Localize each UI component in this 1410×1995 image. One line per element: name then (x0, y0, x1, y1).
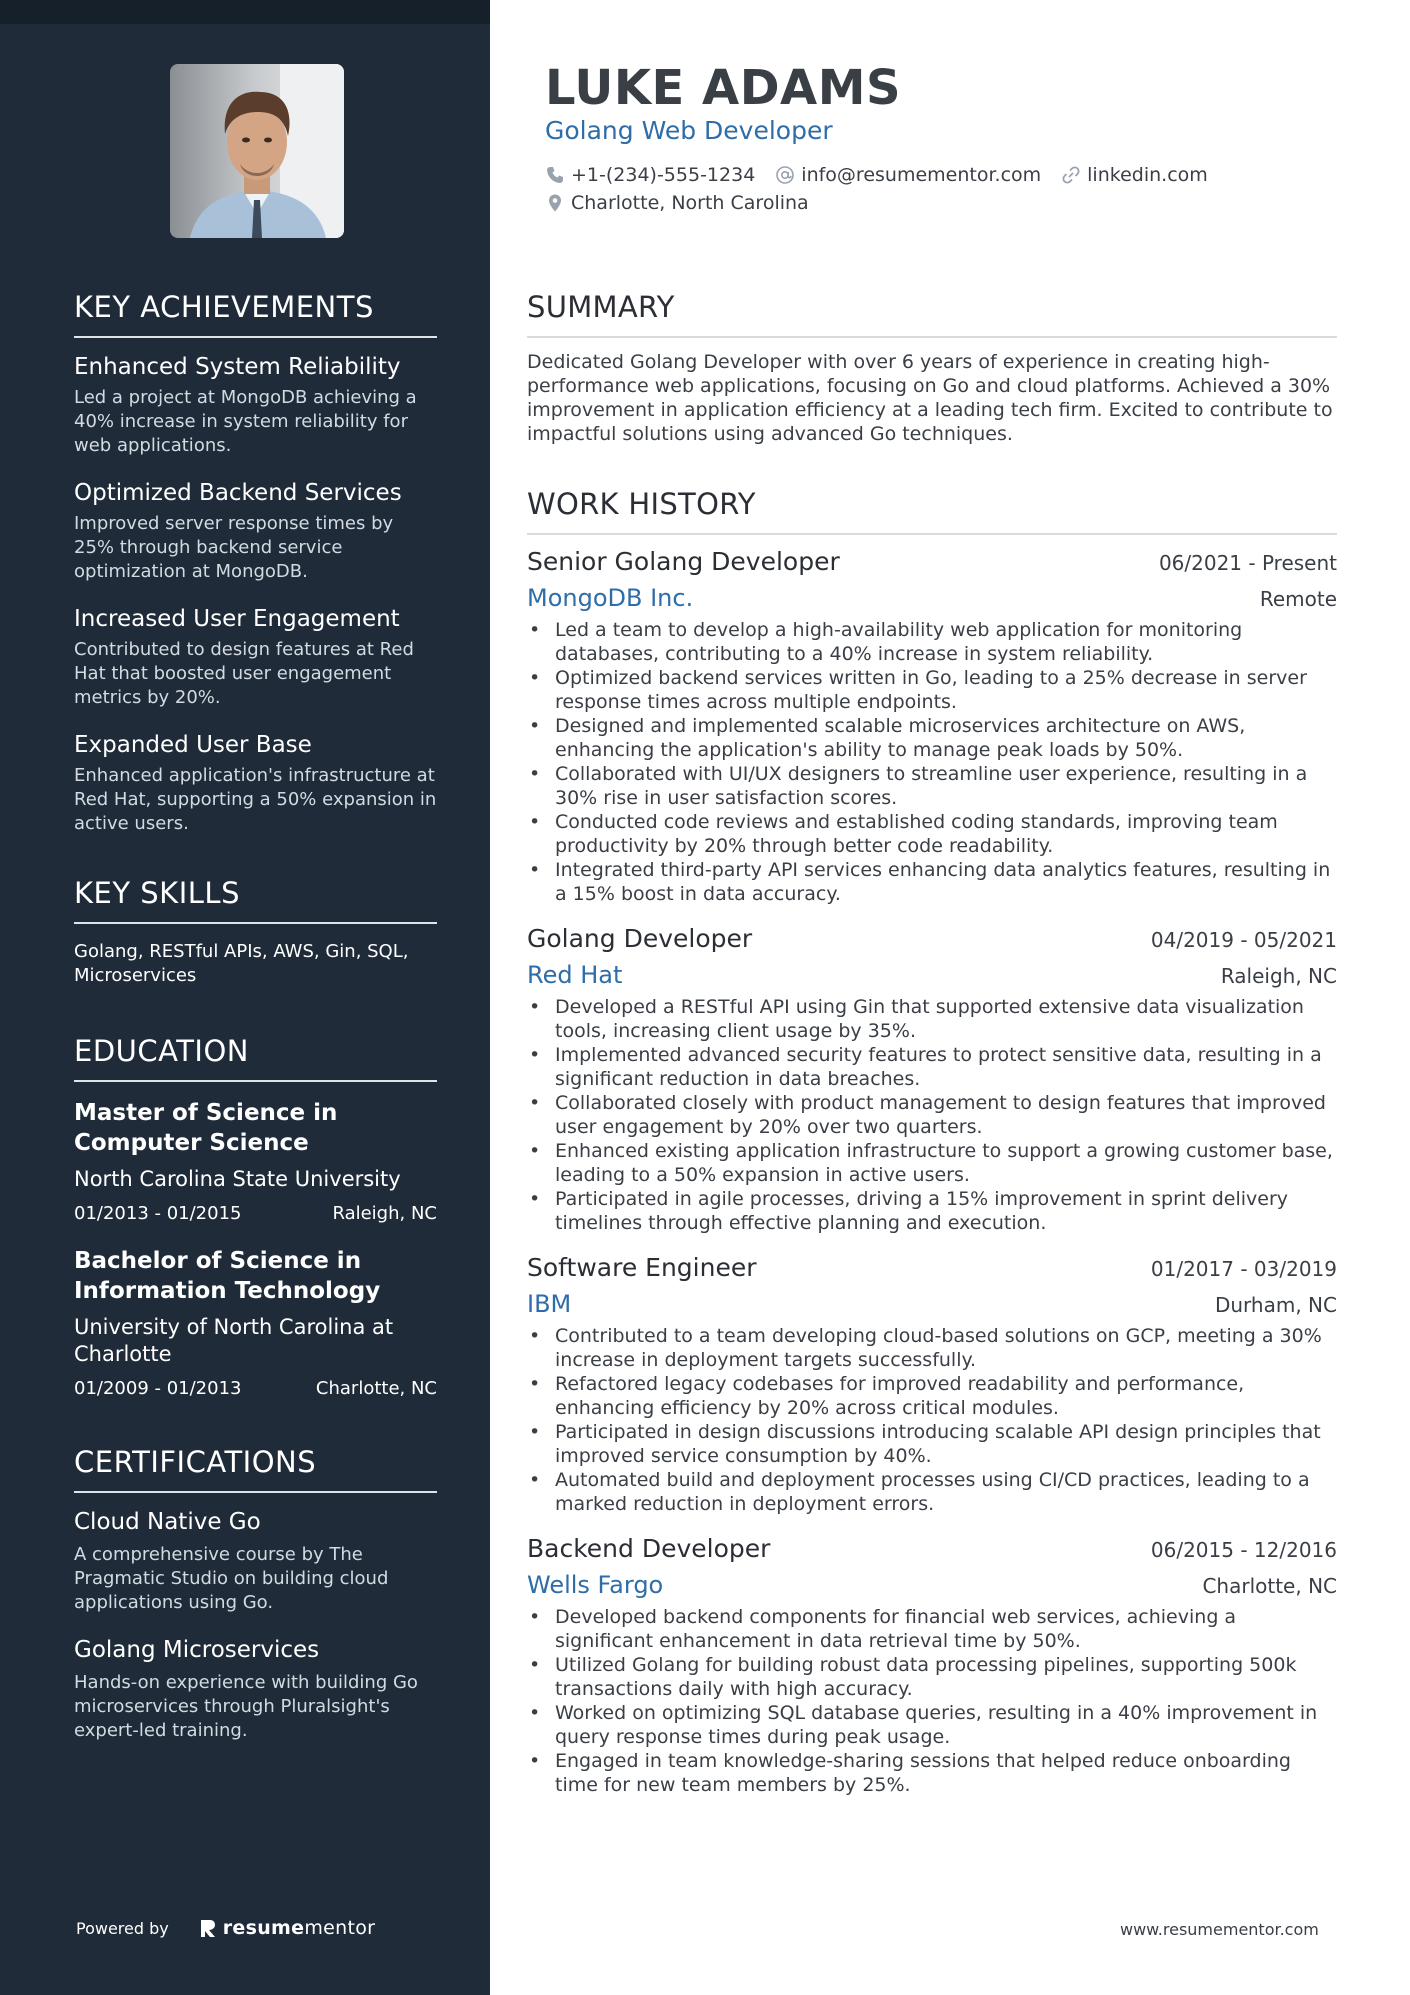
job-company: MongoDB Inc. (527, 584, 694, 612)
job-bullets (527, 1605, 1337, 1797)
certification-desc: A comprehensive course by The Pragmatic Studio on building cloud applications using Go. (74, 1544, 389, 1613)
certifications-heading: CERTIFICATIONS (74, 1445, 437, 1493)
job-entry (527, 547, 1337, 906)
education-dates: 01/2013 - 01/2015 (74, 1203, 242, 1224)
footer-url[interactable]: www.resumementor.com (1120, 1920, 1319, 1939)
candidate-name: LUKE ADAMS (545, 60, 902, 116)
achievement-title: Increased User Engagement (74, 606, 400, 632)
job-bullet: • Automated build and deployment processes using CI/CD practices, leading to a marked reduction in deployment errors. (527, 1468, 1337, 1516)
job-bullet: • Participated in design discussions introducing scalable API design principles that improved service consumption by 40%. (527, 1420, 1337, 1468)
education-location: Charlotte, NC (315, 1378, 437, 1399)
job-bullets (527, 1324, 1337, 1516)
certification-item (74, 1509, 437, 1615)
education-dates: 01/2009 - 01/2013 (74, 1378, 242, 1399)
sidebar-top-strip (0, 0, 490, 24)
skills-list: Golang, RESTful APIs, AWS, Gin, SQL, Microservices (74, 941, 409, 986)
job-dates: 06/2021 - Present (1158, 551, 1337, 575)
achievement-title: Enhanced System Reliability (74, 354, 401, 380)
job-location: Raleigh, NC (1220, 964, 1337, 988)
brand-icon (199, 1918, 217, 1938)
achievement-desc: Led a project at MongoDB achieving a 40% increase in system reliability for web applications. (74, 387, 417, 456)
job-bullet: • Worked on optimizing SQL database queries, resulting in a 40% improvement in query response times during peak usage. (527, 1701, 1337, 1749)
candidate-title: Golang Web Developer (545, 116, 833, 145)
job-bullet: • Integrated third-party API services enhancing data analytics features, resulting in a 15% boost in data accuracy. (527, 858, 1337, 906)
work-history-section (527, 487, 1337, 1815)
linkedin-contact[interactable] (1061, 164, 1208, 186)
phone-text: +1-(234)-555-1234 (571, 164, 756, 186)
job-entry (527, 924, 1337, 1235)
email-contact[interactable] (775, 164, 1041, 186)
job-dates: 01/2017 - 03/2019 (1150, 1257, 1337, 1281)
job-company: IBM (527, 1290, 572, 1318)
education-degree: Bachelor of Science in Information Technology (74, 1248, 381, 1304)
achievement-item (74, 732, 437, 836)
achievement-title: Expanded User Base (74, 732, 312, 758)
location-pin-icon (545, 193, 565, 213)
achievement-title: Optimized Backend Services (74, 480, 402, 506)
job-bullets (527, 618, 1337, 906)
education-school: North Carolina State University (74, 1167, 401, 1191)
sidebar (0, 0, 490, 1995)
sidebar-content (74, 290, 437, 1765)
brand-text-2: mentor (304, 1917, 376, 1939)
brand-text-1: resume (222, 1917, 305, 1939)
job-bullet: • Participated in agile processes, driving a 15% improvement in sprint delivery timelines through effective planning and execution. (527, 1187, 1337, 1235)
achievement-desc: Enhanced application's infrastructure at Red Hat, supporting a 50% expansion in active users. (74, 765, 437, 834)
certification-desc: Hands-on experience with building Go microservices through Pluralsight's expert-led training. (74, 1672, 418, 1741)
job-company: Red Hat (527, 961, 623, 989)
education-heading: EDUCATION (74, 1034, 437, 1082)
summary-text: Dedicated Golang Developer with over 6 years of experience in creating high-performance web applications, focusing on Go and cloud platforms. Achieved a 30% improvement in application efficiency at a leading tech firm. Excited to contribute to impactful solutions using advanced Go techniques. (527, 351, 1333, 445)
achievement-desc: Improved server response times by 25% through backend service optimization at MongoDB. (74, 513, 394, 582)
job-entry (527, 1253, 1337, 1516)
job-bullet: • Optimized backend services written in Go, leading to a 25% decrease in server response times across multiple endpoints. (527, 666, 1337, 714)
job-bullets (527, 995, 1337, 1235)
job-bullet: • Enhanced existing application infrastructure to support a growing customer base, leading to a 50% expansion in active users. (527, 1139, 1337, 1187)
certification-item (74, 1637, 437, 1743)
education-item (74, 1246, 437, 1399)
education-school: University of North Carolina at Charlotte (74, 1315, 394, 1366)
location-text: Charlotte, North Carolina (571, 192, 809, 214)
contact-info (545, 164, 1208, 220)
job-bullet: • Conducted code reviews and established coding standards, improving team productivity by 20% through better code readability. (527, 810, 1337, 858)
work-history-heading: WORK HISTORY (527, 487, 1337, 535)
job-bullet: • Implemented advanced security features to protect sensitive data, resulting in a significant reduction in data breaches. (527, 1043, 1337, 1091)
powered-by-label: Powered by (76, 1918, 169, 1938)
summary-section (527, 290, 1337, 446)
job-location: Remote (1259, 587, 1337, 611)
certification-title: Golang Microservices (74, 1637, 320, 1663)
email-text[interactable]: info@resumementor.com (801, 164, 1042, 186)
link-icon (1061, 165, 1081, 185)
certification-title: Cloud Native Go (74, 1509, 261, 1535)
powered-by (76, 1917, 375, 1939)
job-title: Golang Developer (527, 924, 753, 953)
skills-heading: KEY SKILLS (74, 876, 437, 924)
achievements-heading: KEY ACHIEVEMENTS (74, 290, 437, 338)
job-bullet: • Collaborated closely with product management to design features that improved user engagement by 20% over two quarters. (527, 1091, 1337, 1139)
job-bullet: • Collaborated with UI/UX designers to streamline user experience, resulting in a 30% rise in user satisfaction scores. (527, 762, 1337, 810)
summary-heading: SUMMARY (527, 290, 1337, 338)
job-bullet: • Led a team to develop a high-availability web application for monitoring databases, contributing to a 40% increase in system reliability. (527, 618, 1337, 666)
brand-logo (199, 1917, 376, 1939)
job-bullet: • Engaged in team knowledge-sharing sessions that helped reduce onboarding time for new team members by 25%. (527, 1749, 1337, 1797)
job-bullet: • Contributed to a team developing cloud-based solutions on GCP, meeting a 30% increase in deployment targets successfully. (527, 1324, 1337, 1372)
job-dates: 06/2015 - 12/2016 (1150, 1538, 1337, 1562)
job-title: Senior Golang Developer (527, 547, 840, 576)
job-bullet: • Utilized Golang for building robust data processing pipelines, supporting 500k transactions daily with high accuracy. (527, 1653, 1337, 1701)
education-item (74, 1098, 437, 1224)
phone-contact (545, 164, 755, 186)
job-bullet: • Designed and implemented scalable microservices architecture on AWS, enhancing the application's ability to manage peak loads by 50%. (527, 714, 1337, 762)
job-bullet: • Developed backend components for financial web services, achieving a significant enhancement in data retrieval time by 50%. (527, 1605, 1337, 1653)
achievement-item (74, 354, 437, 458)
at-icon (775, 165, 795, 185)
job-company: Wells Fargo (527, 1571, 664, 1599)
education-degree: Master of Science in Computer Science (74, 1100, 338, 1156)
achievement-item (74, 480, 437, 584)
location-contact (545, 192, 809, 214)
achievement-item (74, 606, 437, 710)
job-title: Software Engineer (527, 1253, 757, 1282)
linkedin-text[interactable]: linkedin.com (1087, 164, 1208, 186)
job-bullet: • Developed a RESTful API using Gin that supported extensive data visualization tools, increasing client usage by 35%. (527, 995, 1337, 1043)
education-location: Raleigh, NC (332, 1203, 437, 1224)
job-title: Backend Developer (527, 1534, 771, 1563)
job-dates: 04/2019 - 05/2021 (1150, 928, 1337, 952)
job-location: Durham, NC (1214, 1293, 1337, 1317)
job-entry (527, 1534, 1337, 1797)
job-bullet: • Refactored legacy codebases for improved readability and performance, enhancing efficiency by 20% across critical modules. (527, 1372, 1337, 1420)
achievement-desc: Contributed to design features at Red Hat that boosted user engagement metrics by 20%. (74, 639, 414, 708)
profile-photo (170, 64, 344, 238)
job-location: Charlotte, NC (1202, 1574, 1337, 1598)
phone-icon (545, 165, 565, 185)
